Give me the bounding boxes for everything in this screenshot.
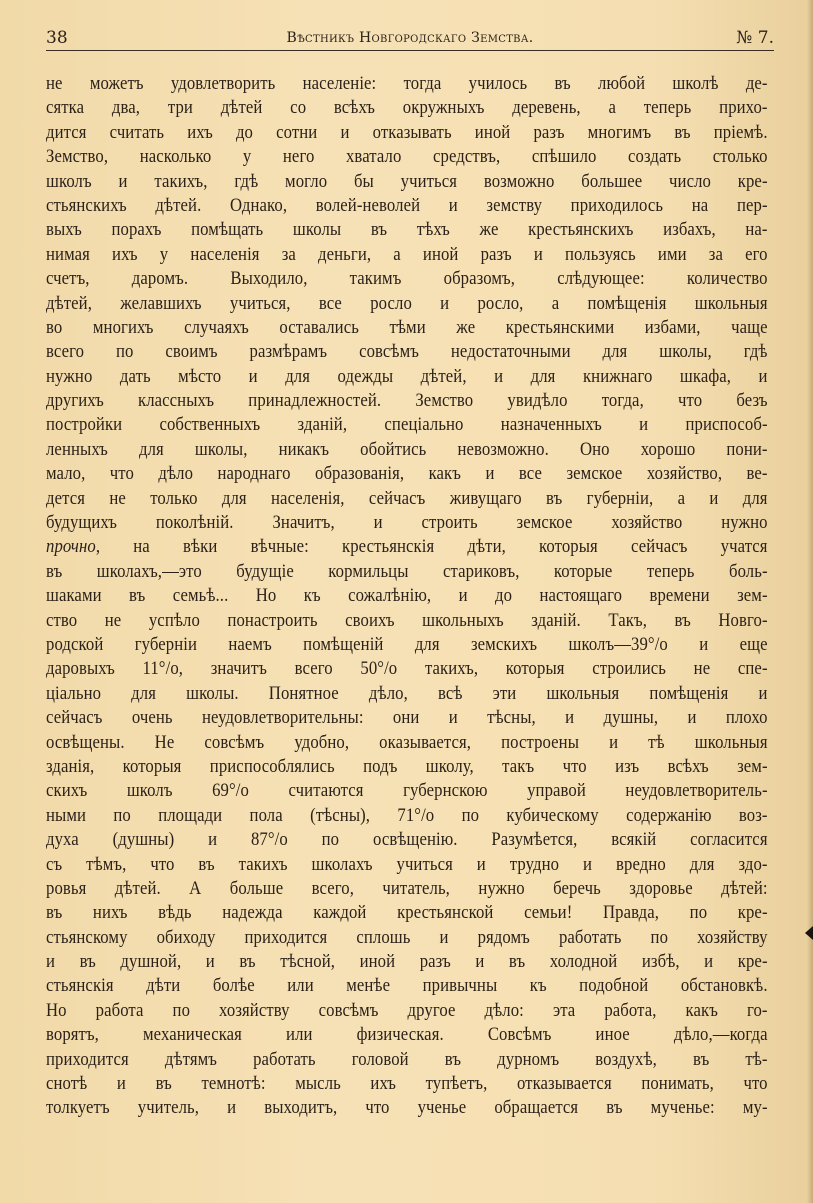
text-line: не можетъ удовлетворить населеніе: тогда училось въ любой школѣ де- (46, 73, 768, 94)
text-line: Но работа по хозяйству совсѣмъ другое дѣло: эта работа, какъ го- (46, 999, 768, 1021)
text-line: будущихъ поколѣній. Значитъ, и строить земское хозяйство нужно (46, 512, 768, 534)
text-line: родской губерніи наемъ помѣщеній для земскихъ школъ—39°/o и еще (46, 633, 768, 655)
text-line: ціально для школы. Понятное дѣло, всѣ эти школьныя помѣщенія и (46, 682, 768, 704)
text-line: стьянскому обиходу приходится сплошь и рядомъ работать по хозяйству (46, 926, 768, 948)
issue-number: № 7. (736, 28, 774, 48)
text-line: шаками въ семьѣ... Но къ сожалѣнію, и до настоящаго времени зем- (46, 585, 768, 607)
text-line: нужно дать мѣсто и для одежды дѣтей, и для книжнаго шкафа, и (46, 365, 768, 387)
text-line: стьянскія дѣти болѣе или менѣе привычны къ подобной обстановкѣ. (46, 975, 768, 997)
text-line: дется не только для населенія, сейчасъ живущаго въ губерніи, а и для (46, 487, 768, 509)
text-line: толкуетъ учитель, и выходитъ, что ученье обращается въ мученье: му- (46, 1097, 768, 1119)
text-line: школъ и такихъ, гдѣ могло бы учиться возможно большее число кре- (46, 170, 768, 192)
italic-emphasis: прочно (46, 536, 96, 558)
running-title: Вѣстникъ Новгородскаго Земства. (286, 30, 534, 46)
text-line: въ нихъ вѣдь надежда каждой крестьянской семьи! Правда, по кре- (46, 902, 768, 924)
text-line: нимая ихъ у населенія за деньги, а иной разъ и пользуясь ими за его (46, 243, 768, 265)
text-line: съ тѣмъ, что въ такихъ школахъ учиться и трудно и вредно для здо- (46, 853, 768, 875)
text-line: счетъ, даромъ. Выходило, такимъ образомъ, слѣдующее: количество (46, 268, 768, 290)
text-line: прочно, на вѣки вѣчные: крестьянскія дѣти, которыя сейчасъ учатся (46, 536, 768, 558)
text-line: зданія, которыя приспособлялись подъ школу, такъ что изъ всѣхъ зем- (46, 755, 768, 777)
text-line: скихъ школъ 69°/o считаются губернскою управой неудовлетворитель- (46, 780, 768, 802)
text-line: постройки собственныхъ зданій, спеціально назначенныхъ и приспособ- (46, 414, 768, 436)
text-line: стьянскихъ дѣтей. Однако, волей-неволей и земству приходилось на пер- (46, 194, 768, 216)
text-line: снотѣ и въ темнотѣ: мысль ихъ тупѣетъ, отказывается понимать, что (46, 1073, 768, 1095)
text-line: Земство, насколько у него хватало средствъ, спѣшило создать столько (46, 146, 768, 168)
text-line: и въ душной, и въ тѣсной, иной разъ и въ холодной избѣ, и кре- (46, 951, 768, 973)
text-line: мало, что дѣло народнаго образованія, какъ и все земское хозяйство, ве- (46, 463, 768, 485)
text-line: ленныхъ для школы, никакъ обойтись невозможно. Оно хорошо пони- (46, 438, 768, 460)
text-line: ство не успѣло понастроить своихъ школьныхъ зданій. Такъ, въ Новго- (46, 609, 768, 631)
text-line: даровыхъ 11°/o, значитъ всего 50°/o такихъ, которыя строились не спе- (46, 658, 768, 680)
text-line: освѣщены. Не совсѣмъ удобно, оказывается, построены и тѣ школьныя (46, 731, 768, 753)
text-line: другихъ классныхъ принадлежностей. Земство увидѣло тогда, что безъ (46, 390, 768, 412)
text-line: сейчасъ очень неудовлетворительны: они и тѣсны, и душны, и плохо (46, 707, 768, 729)
body-text (46, 72, 768, 1121)
text-line: всего по своимъ размѣрамъ совсѣмъ недостаточными для школы, гдѣ (46, 341, 768, 363)
text-line: приходится дѣтямъ работать головой въ дурномъ воздухѣ, въ тѣ- (46, 1048, 768, 1070)
text-line: ворятъ, механическая или физическая. Совсѣмъ иное дѣло,—когда (46, 1024, 768, 1046)
text-line: ными по площади пола (тѣсны), 71°/o по кубическому содержанію воз- (46, 804, 768, 826)
page-header (46, 26, 774, 51)
text-line: дѣтей, желавшихъ учиться, все росло и росло, а помѣщенія школьныя (46, 292, 768, 314)
text-line: духа (душны) и 87°/o по освѣщенію. Разумѣется, всякій согласится (46, 829, 768, 851)
text-line: выхъ порахъ помѣщать школы въ тѣхъ же крестьянскихъ избахъ, на- (46, 219, 768, 241)
text-line: во многихъ случаяхъ оставались тѣми же крестьянскими избами, чаще (46, 316, 768, 338)
page-edge-shadow (807, 0, 813, 1203)
text-line: въ школахъ,—это будущіе кормильцы стариковъ, которые теперь боль- (46, 560, 768, 582)
text-line: сятка два, три дѣтей со всѣхъ окружныхъ деревень, а теперь прихо- (46, 97, 768, 119)
page-number: 38 (46, 28, 68, 48)
page-edge-marker-icon (805, 926, 813, 940)
text-line: дится считать ихъ до сотни и отказывать иной разъ многимъ въ пріемѣ. (46, 121, 768, 143)
text-line: ровья дѣтей. А больше всего, читатель, нужно беречь здоровье дѣтей: (46, 877, 768, 899)
